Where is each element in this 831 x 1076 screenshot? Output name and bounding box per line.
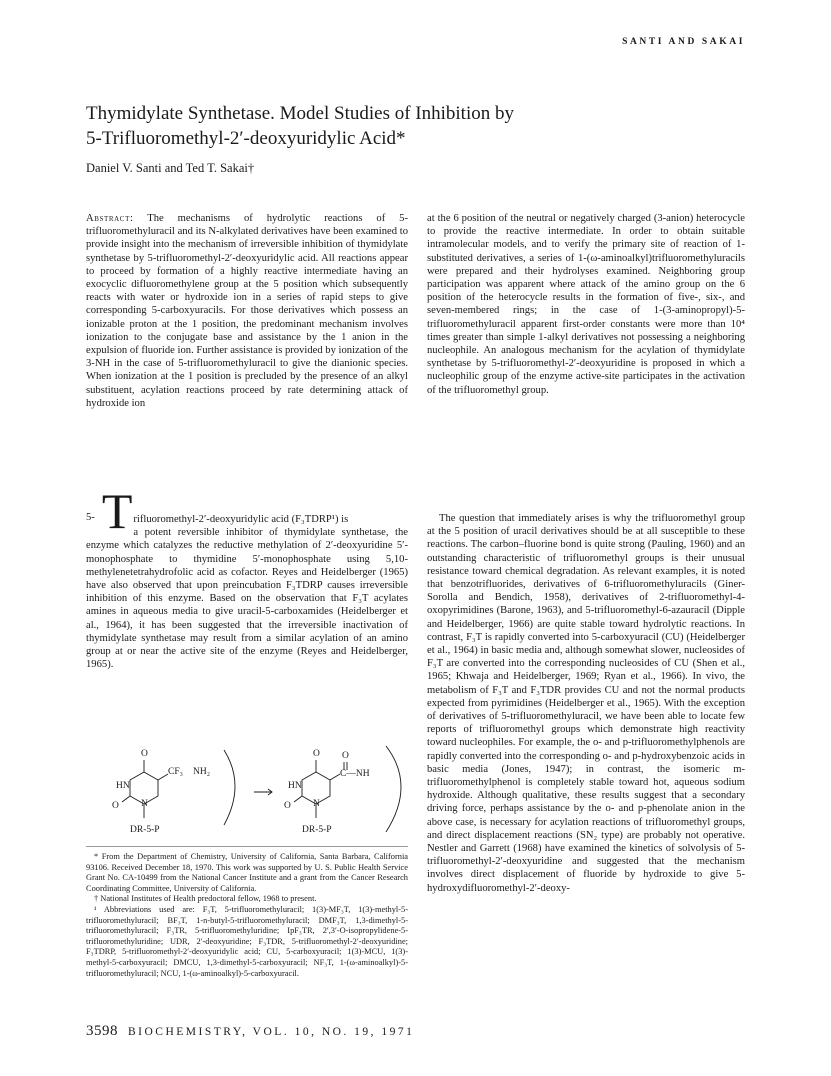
intro-left-column — [86, 483, 408, 671]
scheme-right-n: N — [313, 799, 320, 809]
abstract-label: Abstract: — [86, 213, 134, 224]
scheme-right-hn: HN — [288, 781, 302, 791]
scheme-right-o: O — [313, 749, 320, 759]
authors: Daniel V. Santi and Ted T. Sakai† — [86, 161, 255, 175]
body-right-paragraph: The question that immediately arises is why the trifluoromethyl group at the 5 position of uracil derivatives should be at all susceptible to these reactions. The carbon–fluorine bond is quite strong (Pauling, 1960) and an outstanding characteristic of trifluoromethyl groups is their unusual resistance toward chemical degradation. As relevant examples, it is noted that benzotrifluorides, derivatives of 6-trifluoromethyluracils (Giner-Sorolla and Bendich, 1958), derivatives of 2-trifluoromethyl-4-oxopyrimidines (Barone, 1963), and 5-trifluoromethyl-6-azauracil (Dipple and Heidelberger, 1966) are quite stable toward hydrolytic reactions. In contrast, F₃T is rapidly converted into 5-carboxyuracil (CU) (Heidelberger et al., 1964) in basic media and, although somewhat slower, nucleosides of F₃T are converted into the corresponding nucleosides of CU (Shen et al., 1965; Khwaja and Heidelberger, 1969; Ryan et al., 1966). In vivo, the metabolism of F₃T and F₃TDR provides CU and not the normal products expected from pyrimidines (Heidelberger et al., 1965). With the exception of derivatives of 5-trifluoromethyluracil, we have been able to locate few reports of trifluoromethyl groups which demonstrate high reactivity toward nucleophiles. For example, the o- and p-trifluoromethylphenols are rapidly converted into the corresponding o- and p-hydroxybenzoic acids in basic media (Jones, 1947); in contrast, the isomeric m-trifluoromethylphenol is completely stable toward hot, aqueous sodium hydroxide. Although qualitative, these results suggest that a secondary driving force, perhaps assistance by the o- and p-phenolate anion in the above case, is necessary for acylation reactions of trifluoromethyl groups, and direct displacement reactions (SN₂ type) are probably not operative. Nestler and Garrett (1968) have examined the kinetics of solvolysis of 5-trifluoromethyl-2′-deoxyuridine and suggested that the mechanism involves direct displacement of fluoride by hydroxide to give 5-hydroxydifluoromethyl-2′-deoxy- — [427, 513, 745, 894]
scheme-right-c: C—NH — [340, 769, 370, 779]
title-line-1: Thymidylate Synthetase. Model Studies of Inhibition by — [86, 103, 514, 124]
abstract-right-column — [427, 212, 745, 397]
footnote-abbreviations: ¹ Abbreviations used are: F₃T, 5-trifluoromethyluracil; 1(3)-MF₃T, 1(3)-methyl-5-trifluoromethyluracil; BF₃T, 1-n-butyl-5-trifluoromethyluracil; DMF₃T, 1,3-dimethyl-5-trifluoromethyluracil; F₃TR, 5-trifluoromethyluridine; IpF₃TR, 2′,3′-O-isopropylidene-5-trifluoromethyluridine; UDR, 2′-deoxyuridine; F₃TDR, 5-trifluoromethyl-2′-deoxyuridine; F₃TDRP, 5-trifluoromethyl-2′-deoxyuridylic acid; CU, 5-carboxyuracil; 1(3)-MCU, 1(3)-methyl-5-carboxyuracil; DMCU, 1,3-dimethyl-5-carboxyuracil; NF₃T, 1-(ω-aminoalkyl)-5-trifluoromethyluracil; NCU, 1-(ω-aminoalkyl)-5-carboxyuracil. — [86, 904, 408, 978]
scheme-left-nh2: NH₂ — [193, 767, 211, 777]
abstract-left-column — [86, 212, 408, 410]
scheme-right-o3: O — [284, 801, 291, 811]
footnote-affiliation: * From the Department of Chemistry, University of California, Santa Barbara, California 93106. Received December 18, 1970. This work was supported by U. S. Public Health Service Grant No. CA-10499 from the National Cancer Institute and a grant from the Cancer Research Coordinating Committee, University of California. — [86, 852, 408, 893]
page-footer — [86, 1023, 414, 1040]
scheme-left-hn: HN — [116, 781, 130, 791]
scheme-left-o: O — [141, 749, 148, 759]
drop-cap: T — [101, 483, 133, 539]
scheme-right-dr: DR-5-P — [302, 825, 332, 835]
footnote-rule — [86, 846, 408, 847]
running-head: SANTI AND SAKAI — [622, 37, 745, 47]
reaction-scheme-svg — [86, 740, 408, 840]
scheme-left-dr: DR-5-P — [130, 825, 160, 835]
abstract-text-left: The mechanisms of hydrolytic reactions of 5-trifluoromethyluracil and its N-alkylated derivatives have been examined to provide insight into the mechanism of irreversible inhibition of thymidylate synthetase by 5-trifluoromethyl-2′-deoxyuridylic acid. All reactions appear to proceed by formation of a highly reactive intermediate having an exocyclic difluoromethylene group at the 5 position which subsequently reacts with water or hydroxide ion in a series of rapid steps to give corresponding 5-carboxyuracils. For those derivatives which possess an ionizable proton at the 1 position, the predominant mechanism involves ionization to the conjugate base and assistance by the 1 anion in the expulsion of fluoride ion. Further assistance is provided by ionization of the 3-NH in the case of 5-trifluoromethyluracil to give the dianionic species. When ionization at the 1 position is precluded by the presence of an alkyl substituent, acylation reactions proceed by rate determining attack of hydroxide ion — [86, 213, 408, 409]
abstract-text-right: at the 6 position of the neutral or negatively charged (3-anion) heterocycle to provide the reactive intermediate. In order to obtain suitable intramolecular models, and to verify the primary site of reaction of 1-substituted derivatives, a series of 1-(ω-aminoalkyl)trifluoromethyluracils were prepared and their hydrolyses examined. Neighboring group participation was apparent where attack of the amino group on the 6 position of the heterocycle results in the formation of five-, six-, and seven-membered rings; in the case of 1-(3-aminopropyl)-5-trifluoromethyluracil apparent first-order constants were more than 10⁴ times greater than simple 1-alkyl derivatives not possessing a neighboring nucleophile. An analogous mechanism for the acylation of thymidylate synthetase by 5-trifluoromethyl-2′-deoxyuridine is proposed in which a nucleophilic group of the enzyme active-site participates in the activation of the trifluoromethyl group. — [427, 213, 745, 396]
scheme-left-cf3: CF₃ — [168, 767, 183, 777]
intro-paragraph: a potent reversible inhibitor of thymidylate synthetase, the enzyme which catalyzes the reductive methylation of 2′-deoxyuridine 5′-monophosphate to thymidine 5′-monophosphate using 5,10-methylenetetrahydrofolic acid as cofactor. Reyes and Heidelberger (1965) have also observed that upon preincubation F₃TDRP causes irreversible inhibition of this enzyme. Based on the observation that F₃T acylates amines in aqueous media to give uracil-5-carboxamides (Heidelberger et al., 1964), it has been suggested that the irreversible inactivation of thymidylate synthetase may result from a similar acylation of an amino group at or near the active site of the enzyme (Reyes and Heidelberger, 1965). — [86, 527, 408, 671]
scheme-right-o2: O — [342, 751, 349, 761]
journal-citation: BIOCHEMISTRY, VOL. 10, NO. 19, 1971 — [128, 1026, 415, 1038]
page-number: 3598 — [86, 1023, 118, 1039]
title-line-2: 5-Trifluoromethyl-2′-deoxyuridylic Acid* — [86, 128, 406, 149]
reaction-scheme — [86, 740, 408, 840]
intro-prefix: 5- — [86, 512, 95, 523]
scheme-left-o2: O — [112, 801, 119, 811]
intro-first-line: rifluoromethyl-2′-deoxyuridylic acid (F₃TDRP¹) is — [133, 514, 349, 525]
body-right-column — [427, 512, 745, 895]
footnotes — [86, 852, 408, 979]
scheme-left-n: N — [141, 799, 148, 809]
footnote-fellowship: † National Institutes of Health predoctoral fellow, 1968 to present. — [94, 894, 317, 904]
article-title — [86, 101, 646, 151]
